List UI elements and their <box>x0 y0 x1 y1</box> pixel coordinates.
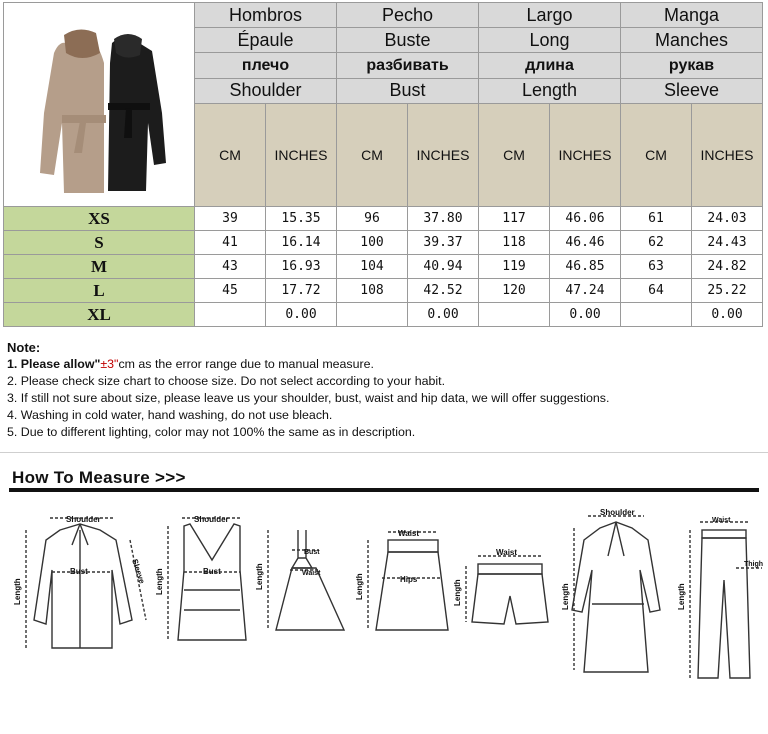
bust-label: Bust <box>203 567 221 576</box>
header-sleeve-fr: Manches <box>621 28 763 53</box>
shorts-diagram <box>453 548 548 624</box>
product-photo <box>4 3 195 207</box>
size-value: 24.82 <box>692 255 763 279</box>
header-length-es: Largo <box>479 3 621 28</box>
size-chart-table <box>3 2 763 327</box>
size-value: 39.37 <box>408 231 479 255</box>
size-value: 45 <box>195 279 266 303</box>
pants-diagram <box>677 517 763 678</box>
hips-label: Hips <box>400 575 418 584</box>
header-shoulder-es: Hombros <box>195 3 337 28</box>
waist-label: Waist <box>712 517 731 524</box>
size-value: 100 <box>337 231 408 255</box>
shoulder-label: Shoulder <box>66 515 101 524</box>
size-value: 61 <box>621 207 692 231</box>
how-to-measure-title: How To Measure >>> <box>12 468 186 487</box>
size-value: 104 <box>337 255 408 279</box>
note-1-rest: cm as the error range due to manual measure. <box>118 357 374 371</box>
length-label: Length <box>155 568 164 595</box>
size-value <box>337 303 408 327</box>
header-length-fr: Long <box>479 28 621 53</box>
bust-label: Bust <box>70 567 88 576</box>
size-row <box>4 255 763 279</box>
header-bust-ru: разбивать <box>337 53 479 78</box>
header-bust-fr: Buste <box>337 28 479 53</box>
divider <box>0 452 768 453</box>
header-shoulder-ru: плечо <box>195 53 337 78</box>
size-label: XL <box>4 303 195 327</box>
size-value <box>195 303 266 327</box>
header-bust-es: Pecho <box>337 3 479 28</box>
header-length-en: Length <box>479 78 621 103</box>
size-value: 108 <box>337 279 408 303</box>
size-value: 40.94 <box>408 255 479 279</box>
size-row <box>4 207 763 231</box>
note-line-5: 5. Due to different lighting, color may not 100% the same as in description. <box>7 425 416 439</box>
sleeve-label: Sleeve <box>130 557 147 585</box>
waist-label: Waist <box>496 548 518 557</box>
coat-product-image <box>4 3 194 201</box>
dress-diagram <box>255 530 344 630</box>
size-value: 46.46 <box>550 231 621 255</box>
size-value: 62 <box>621 231 692 255</box>
length-label: Length <box>13 578 22 605</box>
size-value: 64 <box>621 279 692 303</box>
note-line-3: 3. If still not sure about size, please leave us your shoulder, bust, waist and hip data, we will offer suggestions. <box>7 391 610 405</box>
length-label: Length <box>355 573 364 600</box>
size-value: 41 <box>195 231 266 255</box>
header-sleeve-es: Manga <box>621 3 763 28</box>
header-length-ru: длина <box>479 53 621 78</box>
size-value: 47.24 <box>550 279 621 303</box>
header-shoulder-fr: Épaule <box>195 28 337 53</box>
size-value: 63 <box>621 255 692 279</box>
size-value: 118 <box>479 231 550 255</box>
size-value: 16.93 <box>266 255 337 279</box>
unit-inches: INCHES <box>550 103 621 206</box>
size-value: 0.00 <box>408 303 479 327</box>
how-to-measure-rule <box>9 488 759 492</box>
size-value: 0.00 <box>266 303 337 327</box>
length-label: Length <box>677 583 686 610</box>
size-value: 39 <box>195 207 266 231</box>
notes-title: Note: <box>7 340 41 355</box>
size-label: XS <box>4 207 195 231</box>
shirt-diagram <box>13 515 147 648</box>
size-row <box>4 279 763 303</box>
size-row <box>4 303 763 327</box>
size-row <box>4 231 763 255</box>
unit-inches: INCHES <box>692 103 763 206</box>
size-value: 16.14 <box>266 231 337 255</box>
header-sleeve-ru: рукав <box>621 53 763 78</box>
size-value: 15.35 <box>266 207 337 231</box>
measurement-diagrams <box>0 500 768 730</box>
size-value: 37.80 <box>408 207 479 231</box>
unit-inches: INCHES <box>266 103 337 206</box>
size-value: 25.22 <box>692 279 763 303</box>
notes-section <box>7 339 609 441</box>
size-value: 120 <box>479 279 550 303</box>
size-value: 43 <box>195 255 266 279</box>
size-value <box>479 303 550 327</box>
shoulder-label: Shoulder <box>194 515 229 524</box>
size-value: 17.72 <box>266 279 337 303</box>
unit-cm: CM <box>337 103 408 206</box>
waist-label: Waist <box>398 529 420 538</box>
size-label: S <box>4 231 195 255</box>
length-label: Length <box>453 579 462 606</box>
header-sleeve-en: Sleeve <box>621 78 763 103</box>
size-value: 24.43 <box>692 231 763 255</box>
size-value: 46.85 <box>550 255 621 279</box>
unit-cm: CM <box>621 103 692 206</box>
length-label: Length <box>561 583 570 610</box>
note-1-tolerance: ±3" <box>100 357 119 371</box>
shoulder-label: Shoulder <box>600 508 635 517</box>
size-label: M <box>4 255 195 279</box>
note-line-1 <box>7 356 609 373</box>
size-value: 119 <box>479 255 550 279</box>
coat-diagram <box>561 508 660 672</box>
size-value: 117 <box>479 207 550 231</box>
note-line-2: 2. Please check size chart to choose size. Do not select according to your habit. <box>7 374 446 388</box>
header-shoulder-en: Shoulder <box>195 78 337 103</box>
size-value: 46.06 <box>550 207 621 231</box>
waist-label: Waist <box>302 570 321 577</box>
header-bust-en: Bust <box>337 78 479 103</box>
size-value: 96 <box>337 207 408 231</box>
unit-inches: INCHES <box>408 103 479 206</box>
skirt-diagram <box>355 529 448 630</box>
size-value: 0.00 <box>692 303 763 327</box>
size-label: L <box>4 279 195 303</box>
length-label: Length <box>255 563 264 590</box>
note-line-4: 4. Washing in cold water, hand washing, do not use bleach. <box>7 408 333 422</box>
tank-diagram <box>155 515 246 640</box>
size-value: 42.52 <box>408 279 479 303</box>
thigh-label: Thigh <box>744 561 764 568</box>
unit-cm: CM <box>479 103 550 206</box>
size-value: 0.00 <box>550 303 621 327</box>
bust-label: Bust <box>304 549 320 556</box>
note-1-lead: 1. Please allow" <box>7 357 101 371</box>
unit-cm: CM <box>195 103 266 206</box>
size-value <box>621 303 692 327</box>
size-value: 24.03 <box>692 207 763 231</box>
